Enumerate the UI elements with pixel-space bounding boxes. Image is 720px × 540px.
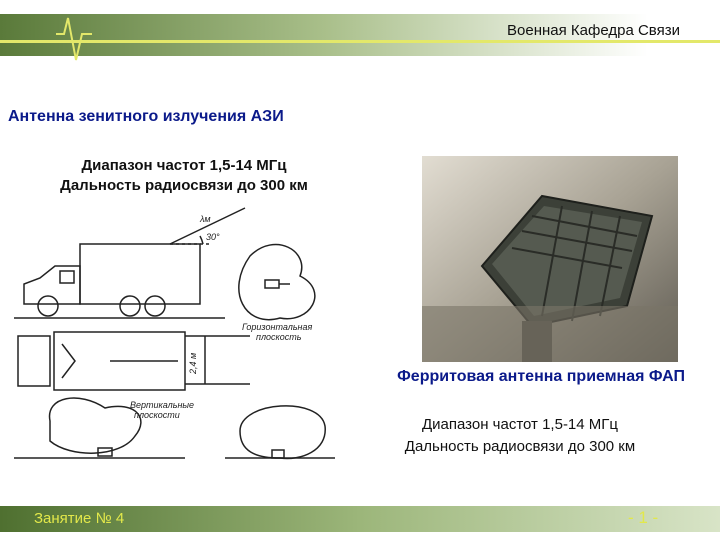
page-number: - 1 - [628,508,659,527]
header-title: Военная Кафедра Связи [507,22,680,39]
signal-logo-icon [54,14,94,64]
left-specs [34,156,334,196]
antenna-diagram [10,196,340,481]
left-spec-range: Дальность радиосвязи до 300 км [60,177,308,194]
truck-side-view [14,208,245,318]
slide-title: Антенна зенитного излучения АЗИ [8,108,284,125]
ferrite-antenna-photo [422,156,678,362]
diagram-label-horizontal-2: плоскость [256,332,302,342]
diagram-label-beam: λм [200,214,211,224]
right-spec-range: Дальность радиосвязи до 300 км [404,438,636,455]
lesson-label: Занятие № 4 [34,510,125,527]
right-specs [360,414,680,458]
header-divider [0,40,720,43]
diagram-label-vertical-2: плоскости [134,410,180,420]
diagram-label-height: 2,4 м [188,352,198,374]
left-spec-frequency: Диапазон частот 1,5-14 МГц [81,157,287,174]
photo-illustration [422,156,678,362]
diagram-label-vertical-1: Вертикальные [130,400,195,410]
diagram-label-horizontal-1: Горизонтальная [242,322,313,332]
diagram-label-angle: 30° [206,232,220,242]
horizontal-pattern [239,245,315,320]
truck-top-view [18,332,250,390]
right-spec-frequency: Диапазон частот 1,5-14 МГц [422,416,618,433]
ferrite-antenna-caption: Ферритовая антенна приемная ФАП [397,368,685,385]
